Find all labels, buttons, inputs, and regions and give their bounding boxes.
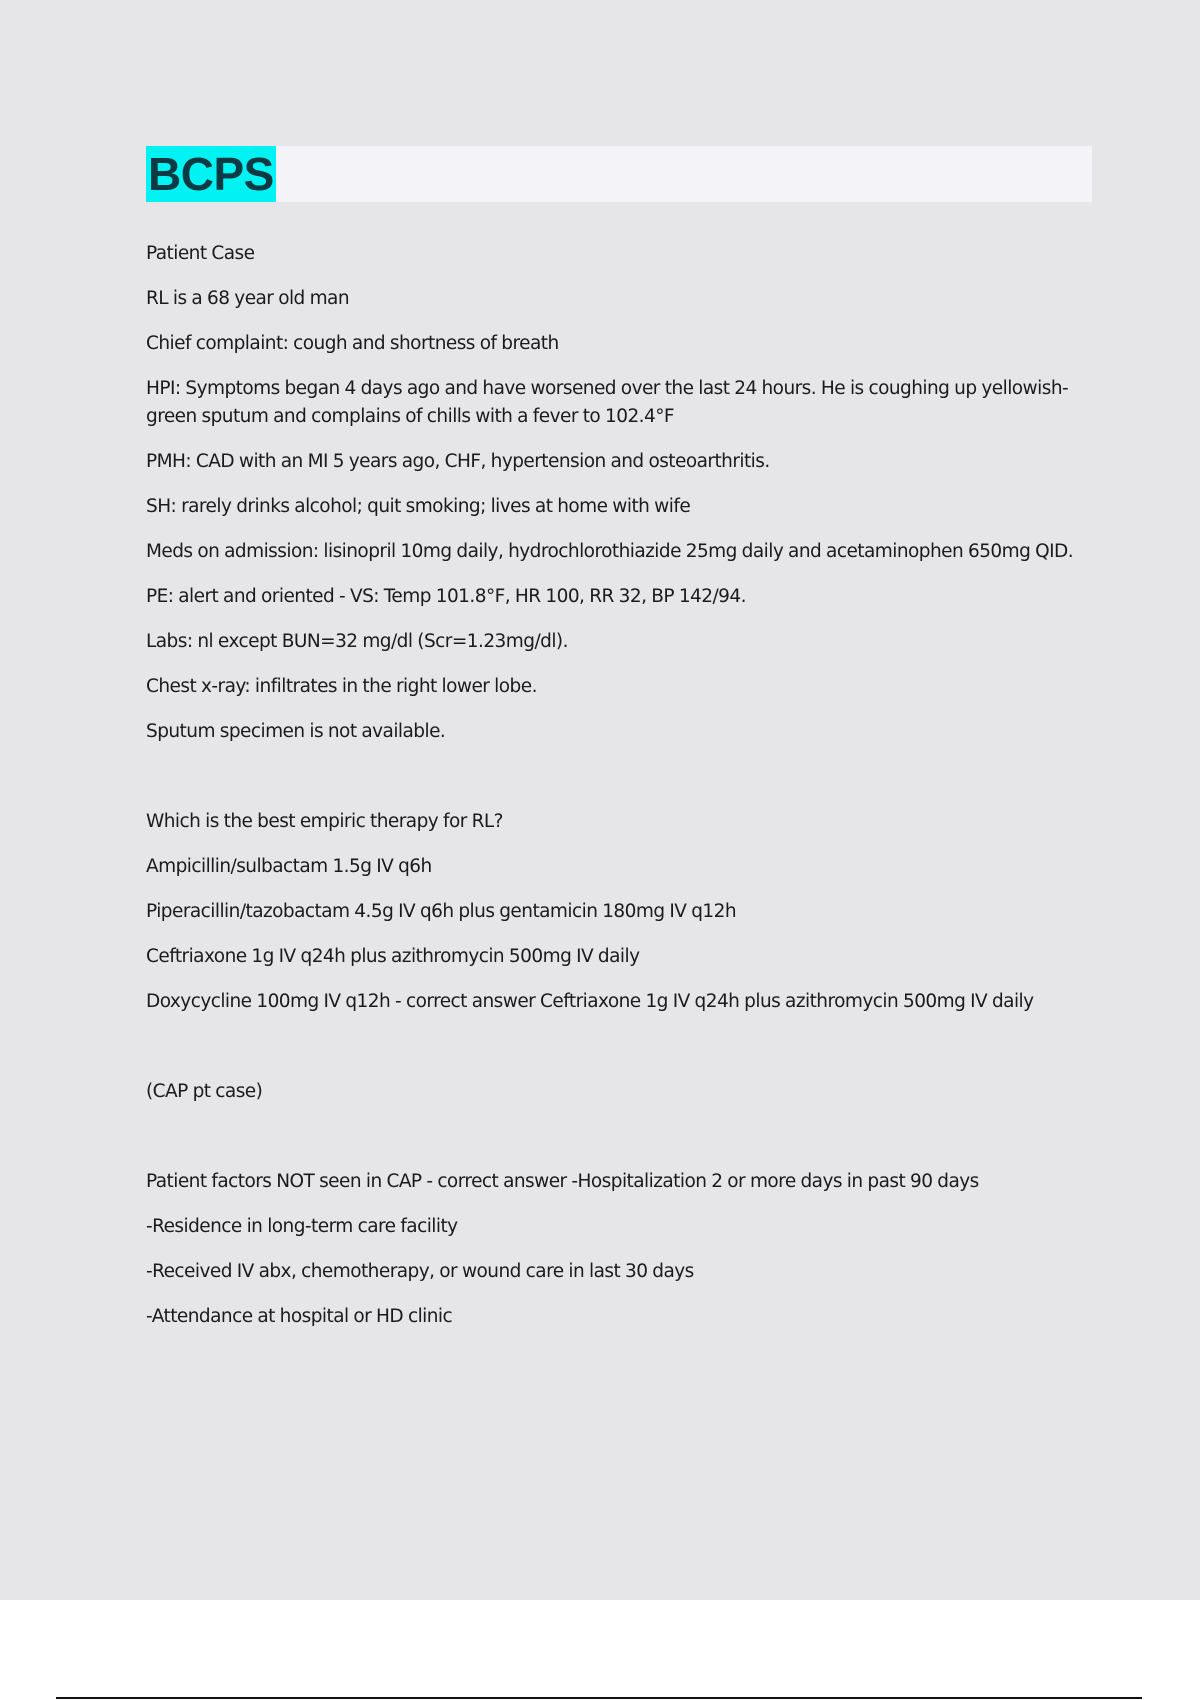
paragraph: PMH: CAD with an MI 5 years ago, CHF, hypertension and osteoarthritis.: [146, 451, 770, 472]
title-band: [146, 146, 1092, 202]
question: Which is the best empiric therapy for RL?: [146, 811, 503, 832]
list-item: -Residence in long-term care facility: [146, 1216, 458, 1237]
answer-option: Piperacillin/tazobactam 4.5g IV q6h plus gentamicin 180mg IV q12h: [146, 901, 737, 922]
paragraph: Patient Case: [146, 243, 255, 264]
paragraph: (CAP pt case): [146, 1081, 263, 1102]
paragraph: Labs: nl except BUN=32 mg/dl (Scr=1.23mg/dl).: [146, 631, 568, 652]
paragraph: Meds on admission: lisinopril 10mg daily, hydrochlorothiazide 25mg daily and acetaminophen 650mg QID.: [146, 541, 1074, 562]
paragraph: Chest x-ray: infiltrates in the right lower lobe.: [146, 676, 537, 697]
answer-option: Ceftriaxone 1g IV q24h plus azithromycin 500mg IV daily: [146, 946, 640, 967]
paragraph: Patient factors NOT seen in CAP - correct answer -Hospitalization 2 or more days in past 90 days: [146, 1171, 979, 1192]
footer-rule: [56, 1697, 1142, 1699]
document-title: BCPS: [148, 148, 274, 200]
document-body: [146, 240, 1086, 1348]
paragraph: Chief complaint: cough and shortness of breath: [146, 333, 559, 354]
paragraph: SH: rarely drinks alcohol; quit smoking; lives at home with wife: [146, 496, 691, 517]
paragraph: HPI: Symptoms began 4 days ago and have worsened over the last 24 hours. He is coughing up yellowish-green sputum and complains of chills with a fever to 102.4°F: [146, 378, 1069, 427]
list-item: -Attendance at hospital or HD clinic: [146, 1306, 453, 1327]
paragraph: Sputum specimen is not available.: [146, 721, 446, 742]
paragraph: RL is a 68 year old man: [146, 288, 350, 309]
list-item: -Received IV abx, chemotherapy, or wound care in last 30 days: [146, 1261, 694, 1282]
answer-option: Doxycycline 100mg IV q12h - correct answer Ceftriaxone 1g IV q24h plus azithromycin 500mg IV daily: [146, 991, 1034, 1012]
paragraph: PE: alert and oriented - VS: Temp 101.8°F, HR 100, RR 32, BP 142/94.: [146, 586, 746, 607]
answer-option: Ampicillin/sulbactam 1.5g IV q6h: [146, 856, 432, 877]
